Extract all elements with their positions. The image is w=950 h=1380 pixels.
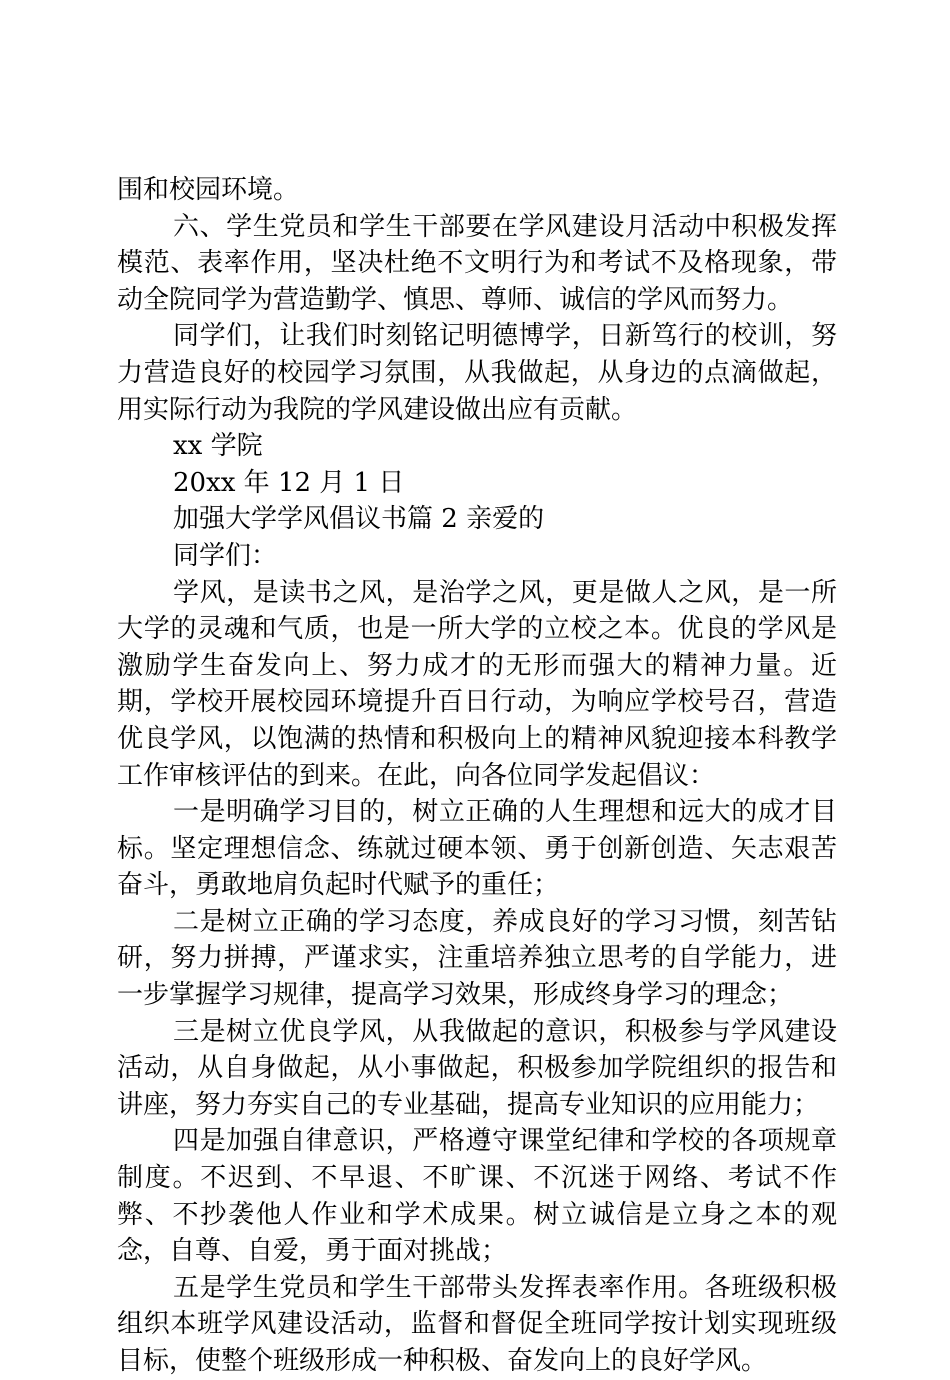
paragraph-continuation: 围和校园环境。 <box>117 175 300 205</box>
paragraph-point-one: 一是明确学习目的，树立正确的人生理想和远大的成才目标。坚定理想信念、练就过硬本领、勇于创新创造、矢志艰苦奋斗，勇敢地肩负起时代赋予的重任； <box>117 797 837 901</box>
paragraph-point-four: 四是加强自律意识，严格遵守课堂纪律和学校的各项规章制度。不迟到、不早退、不旷课、不沉迷于网络、考试不作弊、不抄袭他人作业和学术成果。树立诚信是立身之本的观念，自尊、自爱，勇于面对挑战； <box>117 1126 837 1267</box>
signature-college: xx 学院 <box>173 431 263 462</box>
paragraph-call-to-action: 同学们，让我们时刻铭记明德博学，日新笃行的校训，努力营造良好的校园学习氛围，从我做起，从身边的点滴做起，用实际行动为我院的学风建设做出应有贡献。 <box>117 321 837 425</box>
section-title-2: 加强大学学风倡议书篇 2 亲爱的 <box>173 504 545 535</box>
paragraph-point-five: 五是学生党员和学生干部带头发挥表率作用。各班级积极组织本班学风建设活动，监督和督促全班同学按计划实现班级目标，使整个班级形成一种积极、奋发向上的良好学风。 <box>117 1272 837 1376</box>
paragraph-item-six: 六、学生党员和学生干部要在学风建设月活动中积极发挥模范、表率作用，坚决杜绝不文明行为和考试不及格现象，带动全院同学为营造勤学、慎思、尊师、诚信的学风而努力。 <box>117 211 837 315</box>
greeting: 同学们： <box>173 540 278 571</box>
paragraph-point-three: 三是树立优良学风，从我做起的意识，积极参与学风建设活动，从自身做起，从小事做起，积极参加学院组织的报告和讲座，努力夯实自己的专业基础，提高专业知识的应用能力； <box>117 1016 837 1120</box>
document-page <box>117 172 837 1380</box>
paragraph-point-two: 二是树立正确的学习态度，养成良好的学习习惯，刻苦钻研，努力拼搏，严谨求实，注重培养独立思考的自学能力，进一步掌握学习规律，提高学习效果，形成终身学习的理念； <box>117 906 837 1011</box>
paragraph-intro: 学风，是读书之风，是治学之风，更是做人之风，是一所大学的灵魂和气质，也是一所大学的立校之本。优良的学风是激励学生奋发向上、努力成才的无形而强大的精神力量。近期，学校开展校园环境提升百日行动，为响应学校号召，营造优良学风，以饱满的热情和积极向上的精神风貌迎接本科教学工作审核评估的到来。在此，向各位同学发起倡议： <box>117 577 837 791</box>
signature-date: 20xx 年 12 月 1 日 <box>173 467 405 498</box>
